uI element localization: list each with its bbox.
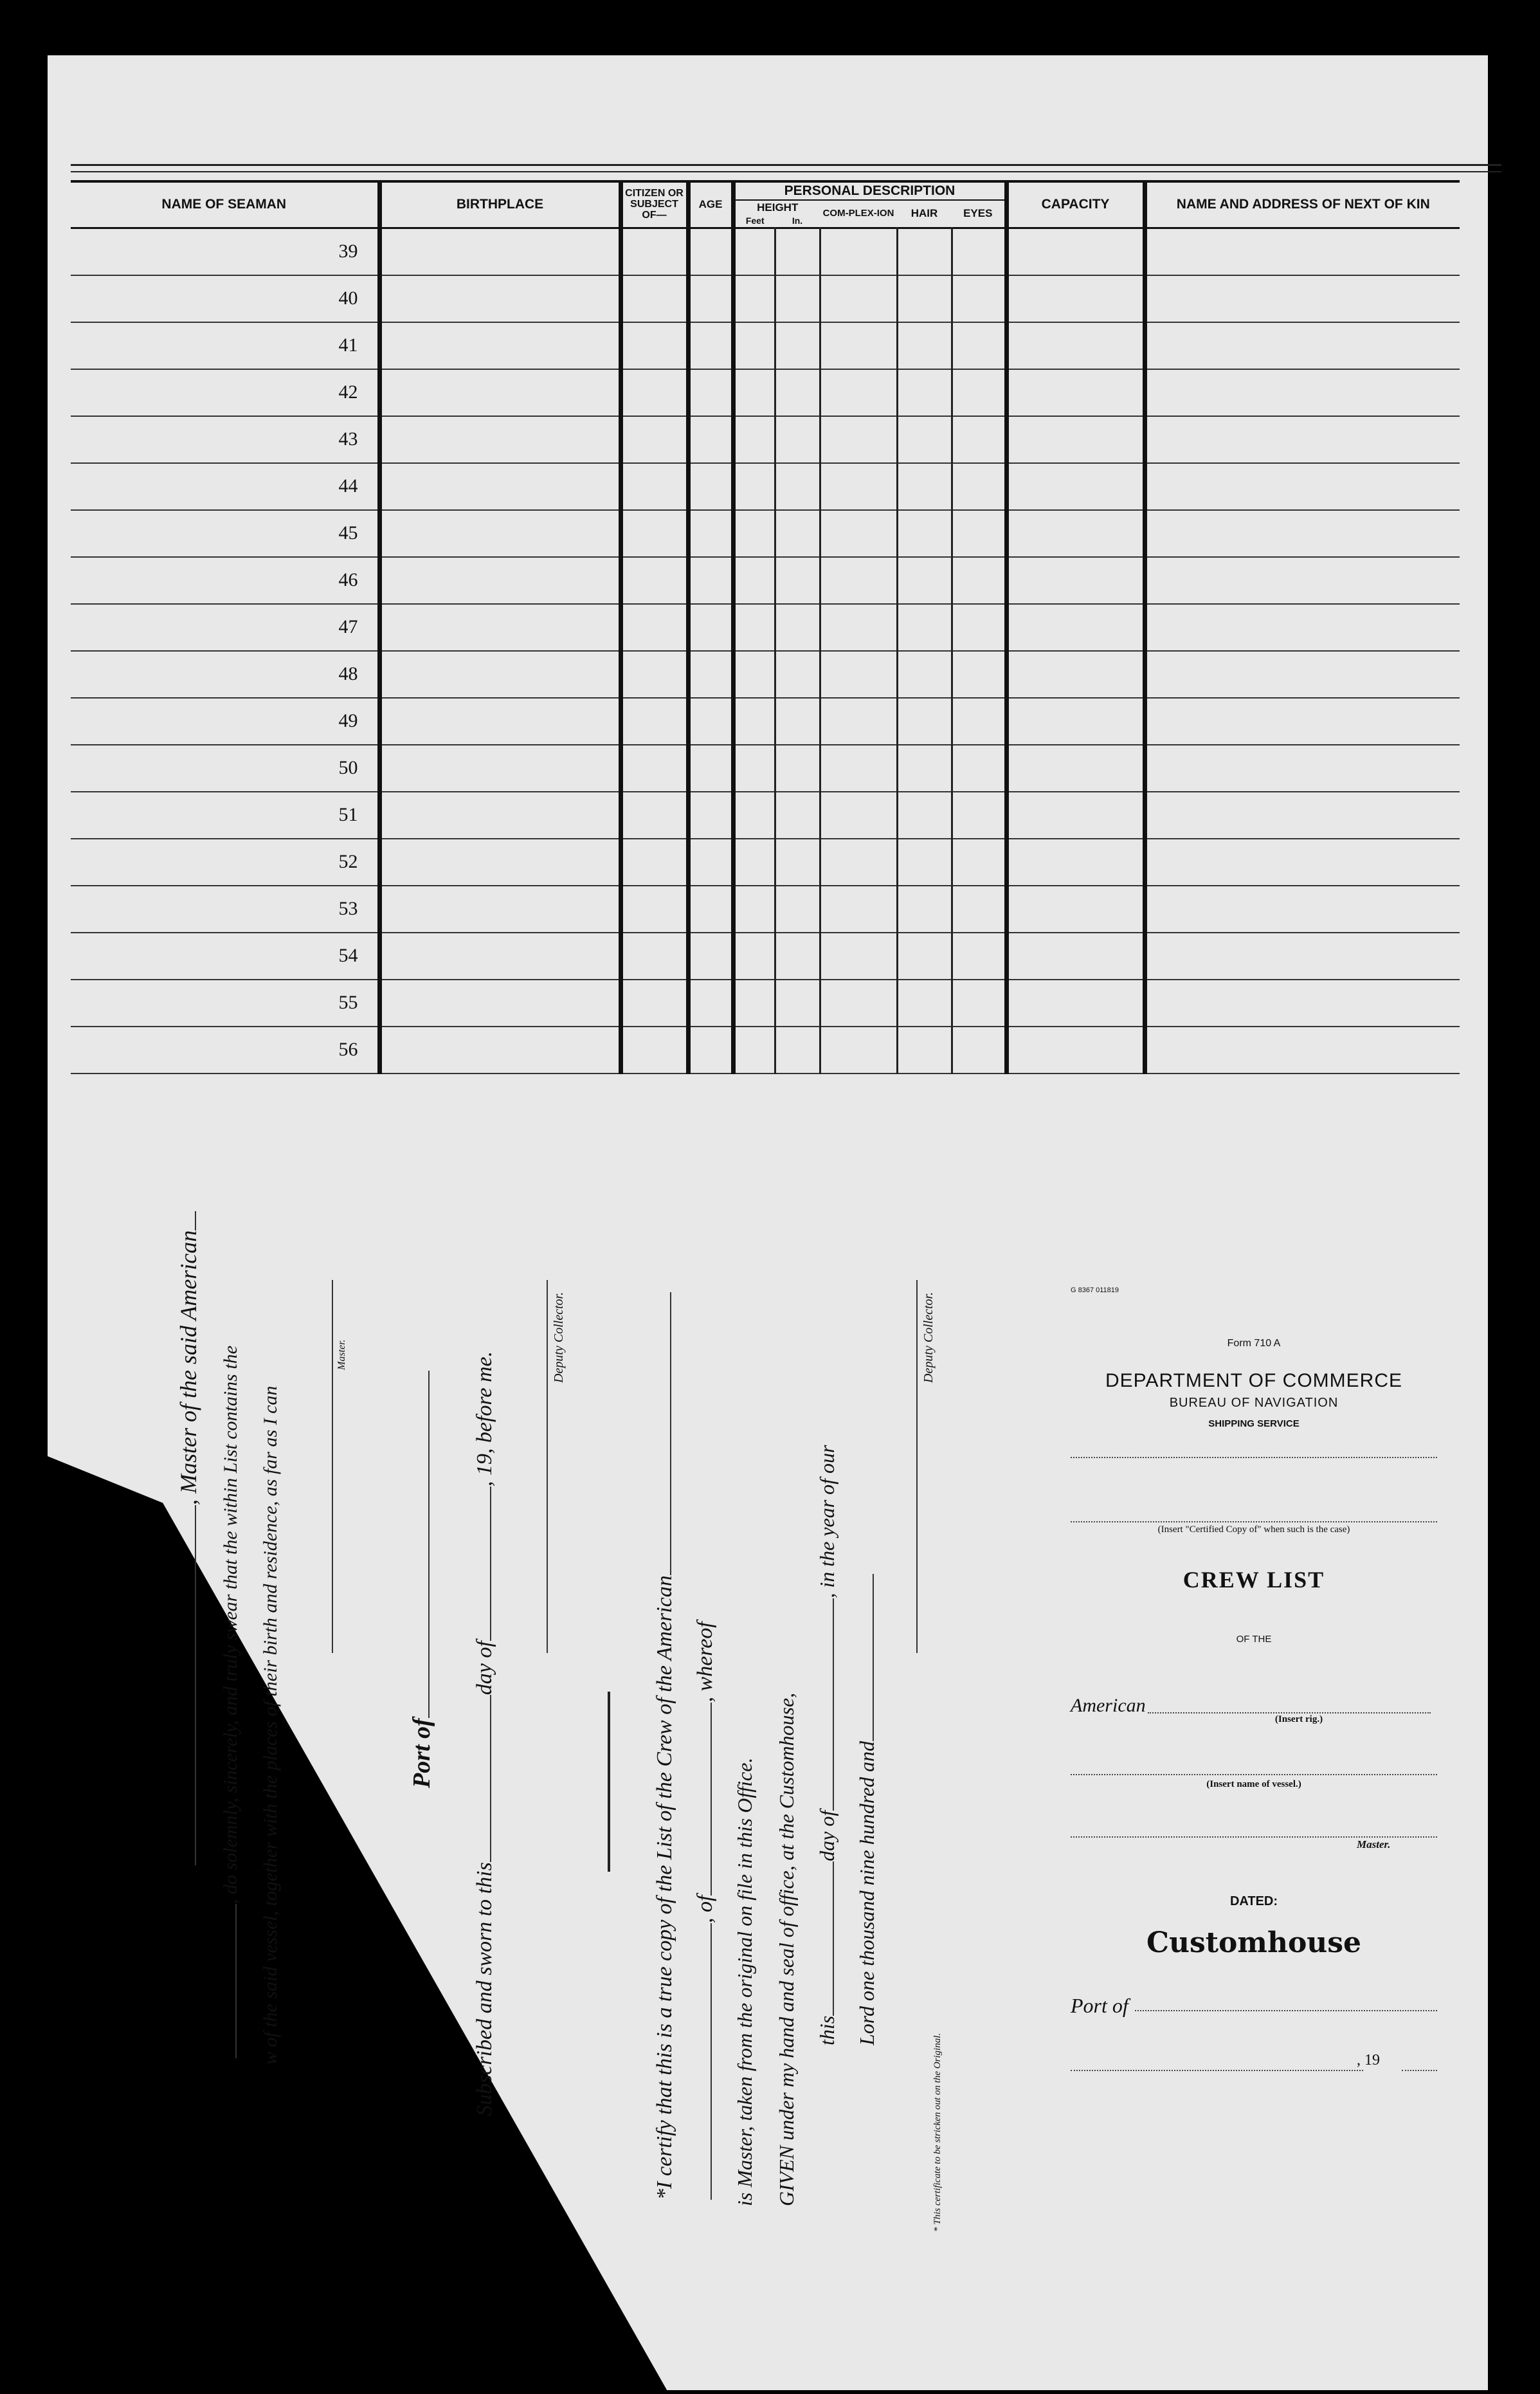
table-cell: [621, 604, 688, 651]
table-cell: [688, 651, 733, 698]
table-cell: [897, 463, 952, 510]
table-cell: [733, 933, 775, 980]
header-eyes: EYES: [963, 207, 993, 220]
table-cell: [621, 510, 688, 557]
table-cell: [1145, 275, 1460, 322]
table-cell: [775, 228, 820, 275]
table-cell: [621, 980, 688, 1027]
year-line: [1402, 2070, 1437, 2071]
crew-list-title: CREW LIST: [1182, 1567, 1325, 1593]
table-cell: [1145, 322, 1460, 369]
table-cell: [1145, 886, 1460, 933]
table-cell: [1006, 651, 1145, 698]
table-cell: [897, 416, 952, 463]
table-cell: [820, 322, 897, 369]
table-cell: [621, 745, 688, 792]
table-cell: [897, 369, 952, 416]
table-row: [71, 839, 1460, 886]
header-age: AGE: [688, 181, 733, 228]
table-cell: [820, 886, 897, 933]
table-cell: [1006, 839, 1145, 886]
table-cell: [621, 463, 688, 510]
table-cell: [775, 416, 820, 463]
table-cell: [952, 1027, 1006, 1074]
table-cell: [688, 792, 733, 839]
american-label: American: [1071, 1695, 1146, 1716]
table-cell: [952, 792, 1006, 839]
table-row: [71, 557, 1460, 604]
header-next-of-kin: NAME AND ADDRESS OF NEXT OF KIN: [1145, 181, 1460, 228]
table-cell: [733, 369, 775, 416]
table-cell: [1006, 745, 1145, 792]
certificate-line-2: is Master, taken from the original on file in this Office.: [733, 1757, 756, 2206]
customhouse-label: Customhouse: [1146, 1926, 1362, 1959]
table-cell: [775, 651, 820, 698]
table-cell: [897, 933, 952, 980]
row-number: 53: [71, 886, 379, 933]
table-cell: [952, 651, 1006, 698]
row-number: 48: [71, 651, 379, 698]
table-cell: [952, 886, 1006, 933]
table-row: [71, 886, 1460, 933]
blank-line-1: [1071, 1457, 1437, 1458]
table-cell: [1145, 1027, 1460, 1074]
table-cell: [379, 369, 621, 416]
master-line: [1071, 1836, 1437, 1838]
table-cell: [621, 322, 688, 369]
row-number: 42: [71, 369, 379, 416]
table-cell: [820, 980, 897, 1027]
table-cell: [897, 980, 952, 1027]
table-row: [71, 510, 1460, 557]
header-height: HEIGHT: [733, 200, 820, 215]
table-cell: [820, 228, 897, 275]
of-the-label: OF THE: [1236, 1634, 1272, 1645]
table-cell: [775, 322, 820, 369]
table-cell: [952, 369, 1006, 416]
table-cell: [952, 839, 1006, 886]
table-cell: [379, 557, 621, 604]
table-cell: [1145, 698, 1460, 745]
table-cell: [1145, 604, 1460, 651]
table-cell: [897, 1027, 952, 1074]
table-cell: [379, 698, 621, 745]
table-cell: [820, 463, 897, 510]
row-number: 49: [71, 698, 379, 745]
oath-line-2: , do solemnly, sincerely, and truly swear that the within List contains the: [220, 1346, 242, 2058]
table-cell: [897, 886, 952, 933]
table-row: [71, 698, 1460, 745]
table-cell: [775, 275, 820, 322]
table-cell: [379, 933, 621, 980]
table-cell: [379, 416, 621, 463]
row-number: 44: [71, 463, 379, 510]
table-cell: [379, 839, 621, 886]
table-cell: [688, 839, 733, 886]
oath-line-1: , Master of the said American: [175, 1211, 202, 1865]
table-cell: [820, 510, 897, 557]
top-rule-thin: [71, 171, 1501, 172]
table-cell: [820, 557, 897, 604]
table-cell: [897, 792, 952, 839]
table-cell: [379, 886, 621, 933]
table-cell: [688, 510, 733, 557]
table-cell: [820, 933, 897, 980]
row-number: 56: [71, 1027, 379, 1074]
table-cell: [897, 745, 952, 792]
table-cell: [379, 651, 621, 698]
table-cell: [688, 604, 733, 651]
table-cell: [1006, 228, 1145, 275]
table-cell: [688, 275, 733, 322]
table-cell: [952, 322, 1006, 369]
table-cell: [897, 322, 952, 369]
table-cell: [820, 745, 897, 792]
certificate-footnote: * This certificate to be stricken out on the Original.: [932, 2033, 943, 2232]
table-cell: [733, 651, 775, 698]
table-cell: [733, 792, 775, 839]
table-cell: [1006, 604, 1145, 651]
certificate-line-1: *I certify that this is a true copy of the List of the Crew of the American: [653, 1292, 677, 2200]
header-feet: Feet: [733, 215, 775, 228]
table-cell: [1006, 275, 1145, 322]
row-number: 39: [71, 228, 379, 275]
row-number: 45: [71, 510, 379, 557]
table-cell: [688, 416, 733, 463]
table-cell: [820, 792, 897, 839]
table-cell: [688, 557, 733, 604]
year-label: , 19: [1357, 2052, 1380, 2069]
table-cell: [379, 980, 621, 1027]
certificate-this-line: thisday of, in the year of our: [815, 1445, 838, 2045]
row-number: 43: [71, 416, 379, 463]
master-label: Master.: [1357, 1838, 1391, 1850]
table-cell: [1006, 980, 1145, 1027]
table-cell: [688, 228, 733, 275]
table-cell: [688, 886, 733, 933]
table-cell: [621, 933, 688, 980]
table-cell: [952, 275, 1006, 322]
table-cell: [621, 557, 688, 604]
table-row: [71, 275, 1460, 322]
port-of-label: Port of: [1071, 1994, 1128, 2017]
table-cell: [621, 839, 688, 886]
table-cell: [897, 557, 952, 604]
insert-vessel-note: (Insert name of vessel.): [1206, 1779, 1301, 1789]
table-cell: [952, 698, 1006, 745]
table-cell: [1006, 463, 1145, 510]
dated-label: DATED:: [1229, 1894, 1278, 1908]
table-cell: [733, 886, 775, 933]
row-number: 55: [71, 980, 379, 1027]
table-cell: [1006, 557, 1145, 604]
table-cell: [897, 510, 952, 557]
table-cell: [775, 463, 820, 510]
table-cell: [1006, 416, 1145, 463]
table-cell: [1145, 557, 1460, 604]
row-number: 54: [71, 933, 379, 980]
table-cell: [820, 698, 897, 745]
table-cell: [1006, 510, 1145, 557]
deputy-collector-1: Deputy Collector.: [537, 1280, 566, 1653]
table-cell: [379, 792, 621, 839]
table-cell: [820, 604, 897, 651]
table-cell: [621, 792, 688, 839]
oath-line-3: w of the said vessel, together with the places of their birth and residence, as far as I can: [260, 1385, 281, 2065]
table-cell: [379, 510, 621, 557]
table-cell: [688, 745, 733, 792]
table-cell: [733, 557, 775, 604]
table-cell: [952, 228, 1006, 275]
table-cell: [733, 1027, 775, 1074]
table-cell: [952, 933, 1006, 980]
header-inches: In.: [792, 215, 803, 226]
table-cell: [688, 698, 733, 745]
table-cell: [733, 416, 775, 463]
insert-certified-note: (Insert "Certified Copy of" when such is the case): [1157, 1524, 1350, 1535]
table-cell: [688, 369, 733, 416]
table-cell: [688, 980, 733, 1027]
table-cell: [379, 604, 621, 651]
table-cell: [1145, 369, 1460, 416]
table-cell: [775, 792, 820, 839]
header-name: NAME OF SEAMAN: [161, 197, 287, 212]
table-cell: [733, 510, 775, 557]
table-cell: [897, 275, 952, 322]
table-row: [71, 228, 1460, 275]
table-cell: [621, 228, 688, 275]
table-cell: [1006, 1027, 1145, 1074]
table-cell: [733, 228, 775, 275]
table-cell: [897, 651, 952, 698]
table-cell: [688, 322, 733, 369]
table-cell: [379, 228, 621, 275]
insert-rig-note: (Insert rig.): [1274, 1714, 1323, 1724]
table-cell: [1006, 886, 1145, 933]
table-cell: [379, 1027, 621, 1074]
table-cell: [775, 980, 820, 1027]
form-code: G 8367 011819: [1071, 1286, 1119, 1294]
table-cell: [1145, 228, 1460, 275]
header-hair: HAIR: [910, 207, 938, 220]
table-cell: [775, 698, 820, 745]
blank-line-2: [1071, 1521, 1437, 1522]
table-cell: [1145, 463, 1460, 510]
table-cell: [952, 416, 1006, 463]
table-cell: [820, 416, 897, 463]
table-cell: [1145, 416, 1460, 463]
table-cell: [952, 604, 1006, 651]
table-cell: [775, 886, 820, 933]
table-cell: [688, 463, 733, 510]
table-cell: [1145, 792, 1460, 839]
table-row: [71, 651, 1460, 698]
table-cell: [820, 275, 897, 322]
table-cell: [733, 839, 775, 886]
service-title: SHIPPING SERVICE: [1208, 1418, 1300, 1429]
table-cell: [952, 557, 1006, 604]
table-cell: [733, 745, 775, 792]
vessel-line: [1071, 1774, 1437, 1775]
table-cell: [733, 980, 775, 1027]
crew-table: [71, 180, 1460, 1074]
table-cell: [1145, 980, 1460, 1027]
deputy-collector-2: Deputy Collector.: [907, 1280, 936, 1653]
table-cell: [820, 1027, 897, 1074]
header-personal-description: PERSONAL DESCRIPTION: [733, 181, 1006, 200]
table-row: [71, 416, 1460, 463]
table-cell: [379, 745, 621, 792]
table-row: [71, 933, 1460, 980]
table-cell: [733, 604, 775, 651]
table-cell: [1145, 745, 1460, 792]
table-cell: [621, 416, 688, 463]
table-row: [71, 463, 1460, 510]
table-cell: [733, 698, 775, 745]
port-of-line: Port of: [408, 1371, 436, 1788]
certificate-lord-line: Lord one thousand nine hundred and: [855, 1574, 879, 2045]
table-cell: [621, 1027, 688, 1074]
top-rule: [71, 164, 1501, 166]
certificate-line-3: GIVEN under my hand and seal of office, at the Customhouse,: [775, 1692, 798, 2206]
row-number: 52: [71, 839, 379, 886]
header-birthplace: BIRTHPLACE: [379, 181, 621, 228]
row-number: 47: [71, 604, 379, 651]
header-complexion: COM-PLEX-ION: [822, 208, 894, 219]
row-number: 50: [71, 745, 379, 792]
table-cell: [952, 463, 1006, 510]
table-row: [71, 792, 1460, 839]
table-row: [71, 745, 1460, 792]
table-cell: [1006, 322, 1145, 369]
divider: [608, 1692, 610, 1872]
table-cell: [775, 933, 820, 980]
certificate-of-line: , of, whereof: [693, 1622, 718, 2200]
table-cell: [820, 369, 897, 416]
rig-line: [1148, 1712, 1431, 1713]
row-number: 40: [71, 275, 379, 322]
header-capacity: CAPACITY: [1006, 181, 1145, 228]
subscribed-line: Subscribed and sworn to thisday of, 19, before me.: [473, 1351, 496, 2116]
header-citizen: CITIZEN OR SUBJECT OF—: [621, 181, 688, 228]
table-cell: [733, 275, 775, 322]
table-cell: [775, 839, 820, 886]
table-cell: [820, 651, 897, 698]
form-number: Form 710 A: [1227, 1338, 1281, 1349]
table-cell: [688, 933, 733, 980]
table-cell: [621, 698, 688, 745]
table-cell: [1145, 839, 1460, 886]
row-number: 41: [71, 322, 379, 369]
table-cell: [621, 369, 688, 416]
table-cell: [1006, 792, 1145, 839]
department-title: DEPARTMENT OF COMMERCE: [1105, 1370, 1403, 1391]
date-line: [1071, 2070, 1363, 2071]
table-cell: [1006, 369, 1145, 416]
table-cell: [897, 228, 952, 275]
table-cell: [775, 510, 820, 557]
table-cell: [733, 463, 775, 510]
table-cell: [379, 322, 621, 369]
table-cell: [688, 1027, 733, 1074]
table-row: [71, 322, 1460, 369]
table-cell: [1006, 698, 1145, 745]
table-cell: [775, 557, 820, 604]
table-cell: [897, 604, 952, 651]
table-row: [71, 1027, 1460, 1074]
row-number: 51: [71, 792, 379, 839]
table-cell: [775, 369, 820, 416]
table-cell: [621, 886, 688, 933]
table-cell: [379, 275, 621, 322]
table-cell: [621, 651, 688, 698]
table-cell: [897, 698, 952, 745]
table-cell: [952, 980, 1006, 1027]
table-cell: [897, 839, 952, 886]
table-cell: [952, 745, 1006, 792]
row-number: 46: [71, 557, 379, 604]
port-line: [1135, 2010, 1437, 2011]
table-row: [71, 369, 1460, 416]
table-cell: [820, 839, 897, 886]
table-cell: [1145, 510, 1460, 557]
table-cell: [775, 1027, 820, 1074]
table-cell: [775, 604, 820, 651]
bureau-title: BUREAU OF NAVIGATION: [1169, 1396, 1339, 1410]
table-cell: [1145, 651, 1460, 698]
table-cell: [1006, 933, 1145, 980]
table-cell: [379, 463, 621, 510]
table-cell: [1145, 933, 1460, 980]
table-cell: [952, 510, 1006, 557]
table-cell: [775, 745, 820, 792]
table-row: [71, 980, 1460, 1027]
table-cell: [621, 275, 688, 322]
table-row: [71, 604, 1460, 651]
table-cell: [733, 322, 775, 369]
master-signature-label: Master.: [325, 1280, 348, 1653]
